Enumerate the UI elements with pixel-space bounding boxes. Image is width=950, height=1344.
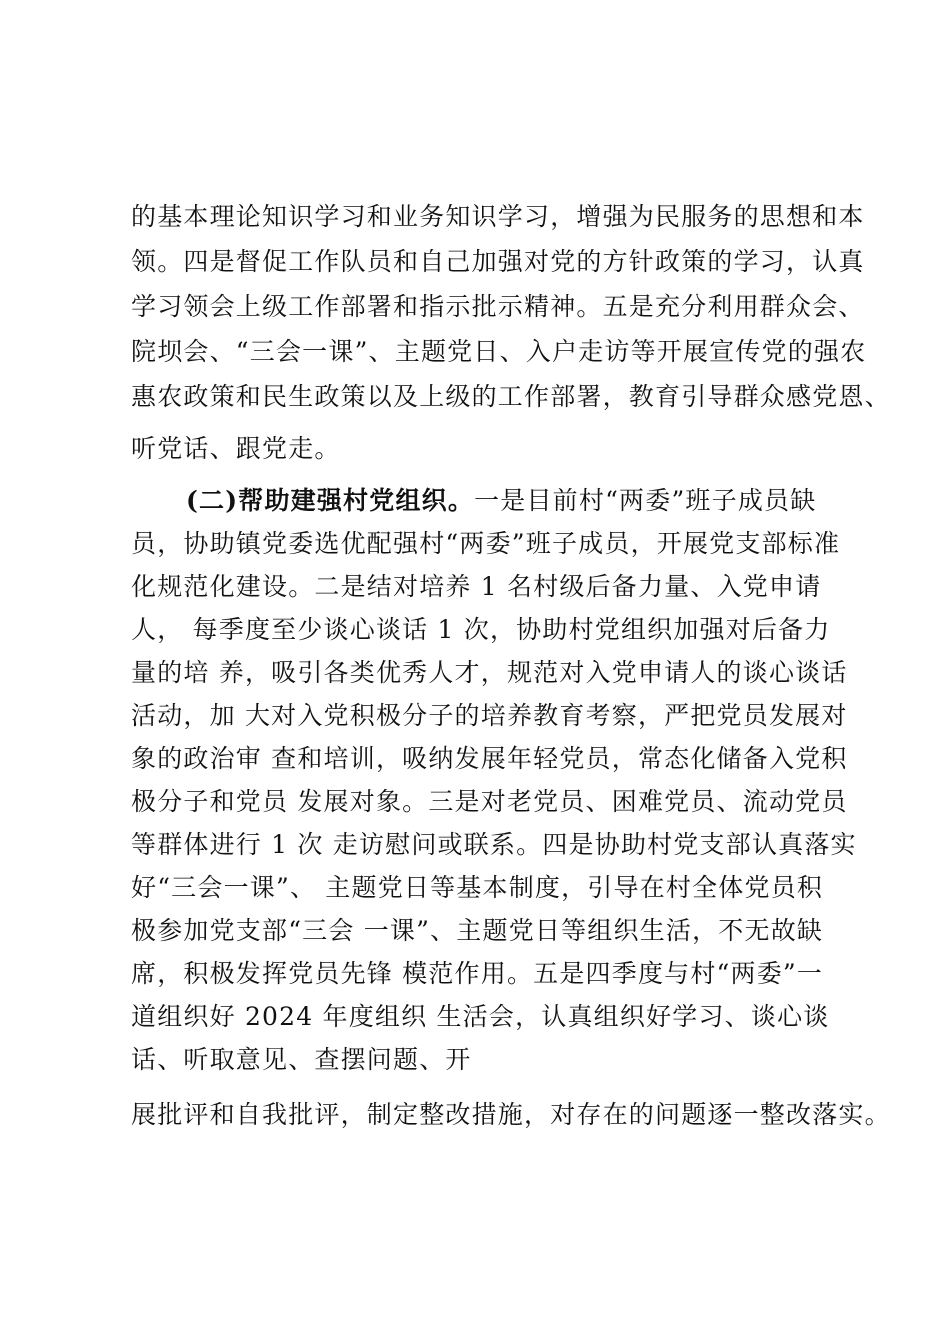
paragraph-line: 员，协助镇党委选优配强村“两委”班子成员，开展党支部标准 <box>131 529 841 558</box>
paragraph-line: 听党话、跟党走。 <box>131 434 341 463</box>
paragraph-line: 的基本理论知识学习和业务知识学习，增强为民服务的思想和本 <box>131 202 865 231</box>
paragraph-line: 极参加党支部“三会 一课”、主题党日等组织生活，不无故缺 <box>131 916 824 945</box>
paragraph-line: 院坝会、“三会一课”、主题党日、入户走访等开展宣传党的强农 <box>131 337 867 366</box>
paragraph-line: 惠农政策和民生政策以及上级的工作部署，教育引导群众感党恩、 <box>131 382 891 411</box>
paragraph-line: 等群体进行 1 次 走访慰问或联系。四是协助村党支部认真落实 <box>131 830 857 859</box>
paragraph-line: 活动，加 大对入党积极分子的培养教育考察，严把党员发展对 <box>131 701 848 730</box>
section-heading: (二)帮助建强村党组织。 <box>186 486 475 515</box>
section-heading-line <box>186 485 816 517</box>
paragraph-line: 领。四是督促工作队员和自己加强对党的方针政策的学习，认真 <box>131 247 865 276</box>
paragraph-line: 象的政治审 查和培训，吸纳发展年轻党员，常态化储备入党积 <box>131 744 848 773</box>
heading-line-rest: 一是目前村“两委”班子成员缺 <box>474 486 817 515</box>
paragraph-line: 量的培 养，吸引各类优秀人才，规范对入党申请人的谈心谈话 <box>131 658 848 687</box>
paragraph-line: 化规范化建设。二是结对培养 1 名村级后备力量、入党申请 <box>131 572 822 601</box>
paragraph-line: 道组织好 2024 年度组织 生活会，认真组织好学习、谈心谈 <box>131 1002 830 1031</box>
paragraph-line: 人， 每季度至少谈心谈话 1 次，协助村党组织加强对后备力 <box>131 615 831 644</box>
paragraph-line: 好“三会一课”、 主题党日等基本制度，引导在村全体党员积 <box>131 873 824 902</box>
paragraph-line: 席，积极发挥党员先锋 模范作用。五是四季度与村“两委”一 <box>131 959 824 988</box>
paragraph-line: 展批评和自我批评，制定整改措施，对存在的问题逐一整改落实。 <box>131 1100 891 1129</box>
paragraph-line: 话、听取意见、查摆问题、开 <box>131 1045 472 1074</box>
paragraph-line: 学习领会上级工作部署和指示批示精神。五是充分利用群众会、 <box>131 292 865 321</box>
paragraph-line: 极分子和党员 发展对象。三是对老党员、困难党员、流动党员 <box>131 787 848 816</box>
